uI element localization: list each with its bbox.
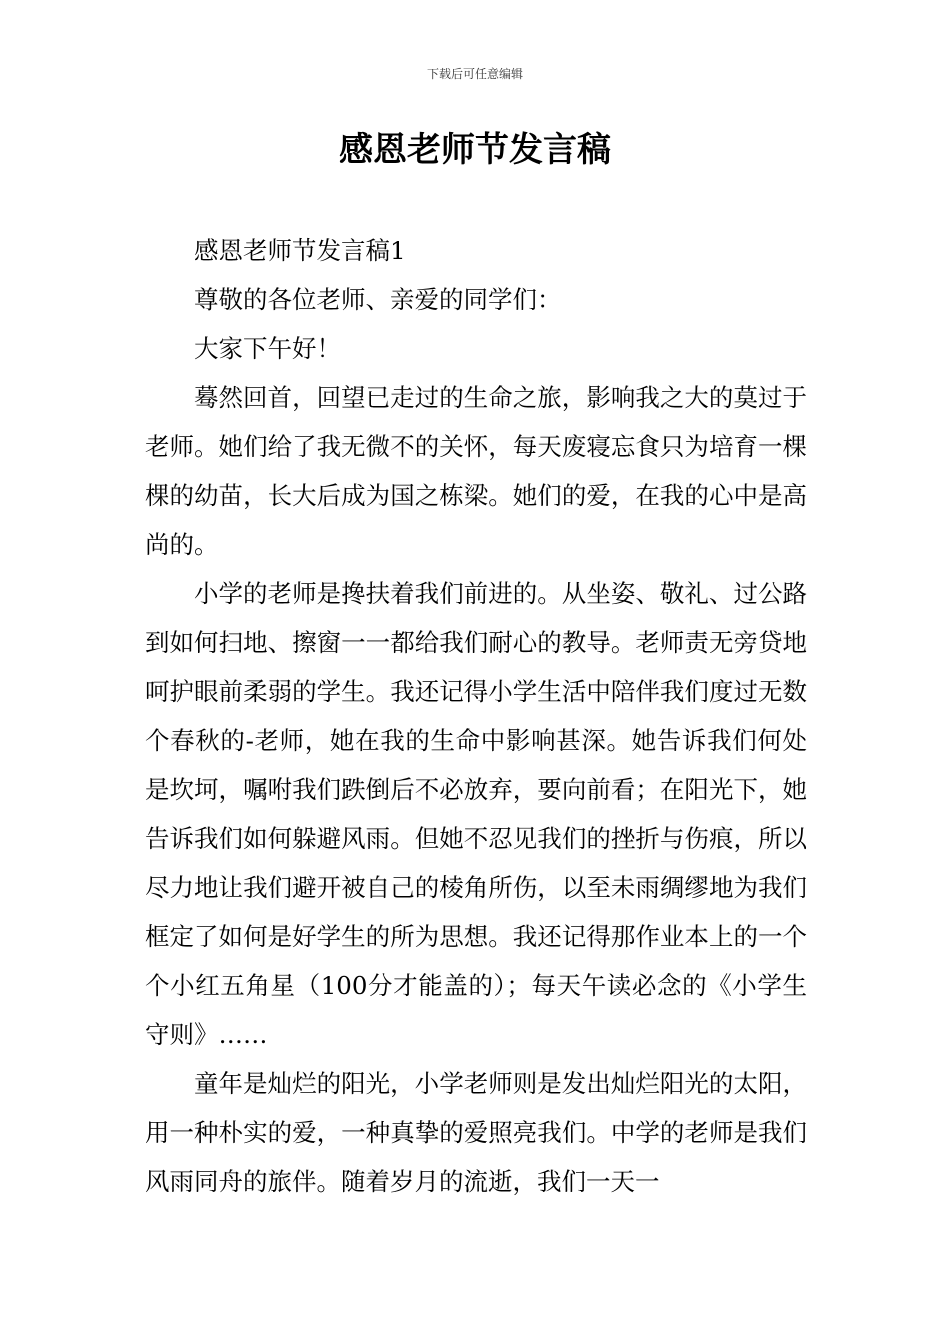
paragraph-salutation: 尊敬的各位老师、亲爱的同学们： xyxy=(194,285,562,314)
header-note: 下载后可任意编辑 xyxy=(426,67,523,81)
paragraph-body: 蓦然回首，回望已走过的生命之旅，影响我之大的莫过于老师。她们给了我无微不的关怀，每天废寝忘食只为培育一棵棵的幼苗，长大后成为国之栋梁。她们的爱，在我的心中是高尚的。 xyxy=(145,383,807,559)
document-body xyxy=(145,226,807,1206)
paragraph-subtitle: 感恩老师节发言稿1 xyxy=(194,236,406,265)
document-title: 感恩老师节发言稿 xyxy=(339,130,611,170)
paragraph-body: 童年是灿烂的阳光，小学老师则是发出灿烂阳光的太阳，用一种朴实的爱，一种真挚的爱照亮我们。中学的老师是我们风雨同舟的旅伴。随着岁月的流逝，我们一天一 xyxy=(145,1069,807,1196)
paragraph-greeting: 大家下午好！ xyxy=(194,334,341,363)
paragraph-body: 小学的老师是搀扶着我们前进的。从坐姿、敬礼、过公路到如何扫地、擦窗一一都给我们耐心的教导。老师责无旁贷地呵护眼前柔弱的学生。我还记得小学生活中陪伴我们度过无数个春秋的-老师，她在我的生命中影响甚深。她告诉我们何处是坎坷，嘱咐我们跌倒后不必放弃，要向前看；在阳光下，她告诉我们如何躲避风雨。但她不忍见我们的挫折与伤痕，所以尽力地让我们避开被自己的棱角所伤，以至未雨绸缪地为我们框定了如何是好学生的所为思想。我还记得那作业本上的一个个小红五角星（100分才能盖的）；每天午读必念的《小学生守则》…… xyxy=(145,579,807,1049)
